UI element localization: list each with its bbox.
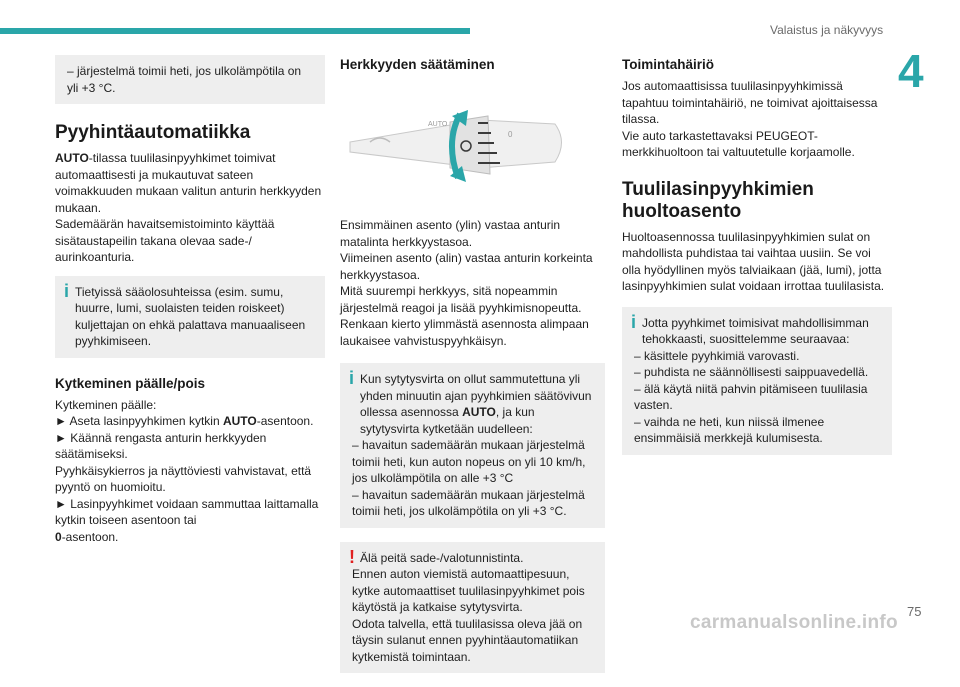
care-line-1: Jotta pyyhkimet toimisivat mahdollisimman tehokkaasti, suosittelemme seuraavaa: — [642, 315, 869, 346]
intro-text-2: Sademäärän havaitsemistoiminto käyttää sisätaustapeilin takana olevaa sade-/ aurinkoanturia. — [55, 217, 275, 264]
warning-line-2: Ennen auton viemistä automaattipesuun, kytke automaattiset tuulilasinpyyhkimet pois käytöstä ja katkaise sytytysvirta. — [352, 567, 585, 614]
ring-rotation-text: Renkaan kierto ylimmästä asennosta alimpaan laukaisee vahvistuspyyhkäisyn. — [340, 317, 589, 348]
intro-text — [55, 150, 325, 216]
care-line-5: – vaihda ne heti, kun niissä ilmenee ensimmäisiä merkkejä kulumisesta. — [634, 414, 825, 445]
header-accent-bar — [0, 28, 470, 34]
zero-position-text — [55, 529, 325, 546]
info-icon: i — [631, 311, 637, 332]
section-title: Valaistus ja näkyvyys — [770, 23, 884, 37]
warning-box — [340, 542, 605, 674]
wiper-stalk-illustration — [340, 92, 570, 202]
heading-maintenance-position: Tuulilasinpyyhkimien huoltoasento — [622, 178, 814, 222]
watermark: carmanualsonline.info — [690, 612, 898, 633]
info-box-care — [622, 307, 892, 455]
warning-icon: ! — [349, 546, 355, 567]
care-line-3: – puhdista ne säännöllisesti saippuavedellä. — [634, 365, 869, 379]
sensitivity-text: Mitä suurempi herkkyys, sitä nopeammin järjestelmä reagoi ja lisää pyyhkimisnopeutta. — [340, 284, 582, 315]
chapter-number: 4 — [898, 45, 924, 97]
on-text: Kytkeminen päälle: — [55, 397, 157, 412]
warning-line-1: Älä peitä sade-/valotunnistinta. — [360, 550, 524, 565]
step-set-auto-a: ► Aseta lasinpyyhkimen kytkin — [55, 414, 223, 428]
zero-rest: -asentoon. — [61, 529, 119, 544]
confirmation-text: Pyyhkäisykierros ja näyttöviesti vahvistavat, että pyyntö on huomioitu. — [55, 463, 312, 494]
info-ignition-text — [352, 371, 595, 437]
info-box-weather — [55, 276, 325, 358]
info-icon: i — [64, 280, 70, 301]
subheading-malfunction: Toimintahäiriö — [622, 57, 715, 72]
auto-label-3: AUTO — [462, 405, 496, 419]
column-2 — [340, 55, 605, 687]
subheading-on-off: Kytkeminen päälle/pois — [55, 375, 206, 391]
page-number: 75 — [907, 604, 922, 619]
step-turn-ring: ► Käännä rengasta anturin herkkyyden säätämiseksi. — [55, 430, 267, 461]
first-position-text: Ensimmäinen asento (ylin) vastaa anturin matalinta herkkyystasoa. — [340, 218, 561, 249]
stalk-label-zero: 0 — [508, 130, 513, 139]
continuation-text: – järjestelmä toimii heti, jos ulkolämpötila on yli +3 °C. — [67, 64, 302, 95]
info-icon: i — [349, 368, 355, 388]
service-text: Vie auto tarkastettavaksi PEUGEOT-merkkihuoltoon tai valtuutetulle korjaamolle. — [622, 128, 855, 159]
info-ignition-b: , ja kun sytytysvirta kytketään uudelleen: — [360, 405, 535, 436]
info-ignition-a: Kun sytytysvirta on ollut sammutettuna yli yhden minuutin ajan pyyhkimien säätövivun ollessa asennossa — [360, 372, 592, 419]
continuation-box — [55, 55, 325, 104]
stalk-label-auto: AUTO — [428, 121, 448, 128]
info-ignition-line-2: – havaitun sademäärän mukaan järjestelmä toimii heti, kun auton nopeus on yli 10 km/h, jos ulkolämpötila on alle +3 °C — [352, 438, 586, 485]
heading-auto-wipe: Pyyhintäautomatiikka — [55, 122, 251, 143]
zero-label: 0 — [55, 529, 62, 544]
care-line-4: – älä käytä niitä pahvin pitämiseen tuulilasia vasten. — [634, 381, 868, 412]
warning-line-3: Odota talvella, että tuulilasissa oleva jää on täysin sulanut ennen pyyhintäautomatiikan kytkemistä toimintaan. — [352, 616, 583, 664]
last-position-text: Viimeinen asento (alin) vastaa anturin korkeinta herkkyystasoa. — [340, 251, 593, 282]
column-3 — [622, 55, 892, 469]
maintenance-text: Huoltoasennossa tuulilasinpyyhkimien sulat on mahdollista puhdistaa tai vaihtaa uusiin. Se voi olla hyödyllinen myös talviaikaan (jää, lumi), jotta lasinpyyhkimien sulat voidaan irrottaa tuulilasista. — [622, 229, 885, 293]
info-text-weather: Tietyissä sääolosuhteissa (esim. sumu, huurre, lumi, suolaisten teiden roiskeet) kuljettajan on ehkä palattava manuaaliseen pyyhkimiseen. — [75, 284, 306, 348]
intro-rest: -tilassa tuulilasinpyyhkimet toimivat automaattisesti ja mukautuvat sateen voimakkuuden mukaan valitun anturin herkkyyden mukaan. — [55, 151, 322, 215]
auto-label: AUTO — [55, 151, 89, 165]
step-set-auto — [55, 413, 325, 430]
info-ignition-line-3: – havaitun sademäärän mukaan järjestelmä toimii heti, jos ulkolämpötila on yli +3 °C. — [352, 487, 585, 518]
malfunction-text: Jos automaattisissa tuulilasinpyyhkimissä tapahtuu toimintahäiriö, ne toimivat ajoittaisessa tilassa. — [622, 79, 878, 126]
step-turn-off: ► Lasinpyyhkimet voidaan sammuttaa laittamalla kytkin toiseen asentoon tai — [55, 496, 319, 527]
auto-label-2: AUTO — [222, 414, 257, 428]
info-box-ignition — [340, 363, 605, 528]
column-1 — [55, 55, 325, 545]
subheading-sensitivity: Herkkyyden säätäminen — [340, 57, 495, 72]
step-set-auto-b: -asentoon. — [256, 414, 314, 428]
care-line-2: – käsittele pyyhkimiä varovasti. — [634, 348, 800, 363]
